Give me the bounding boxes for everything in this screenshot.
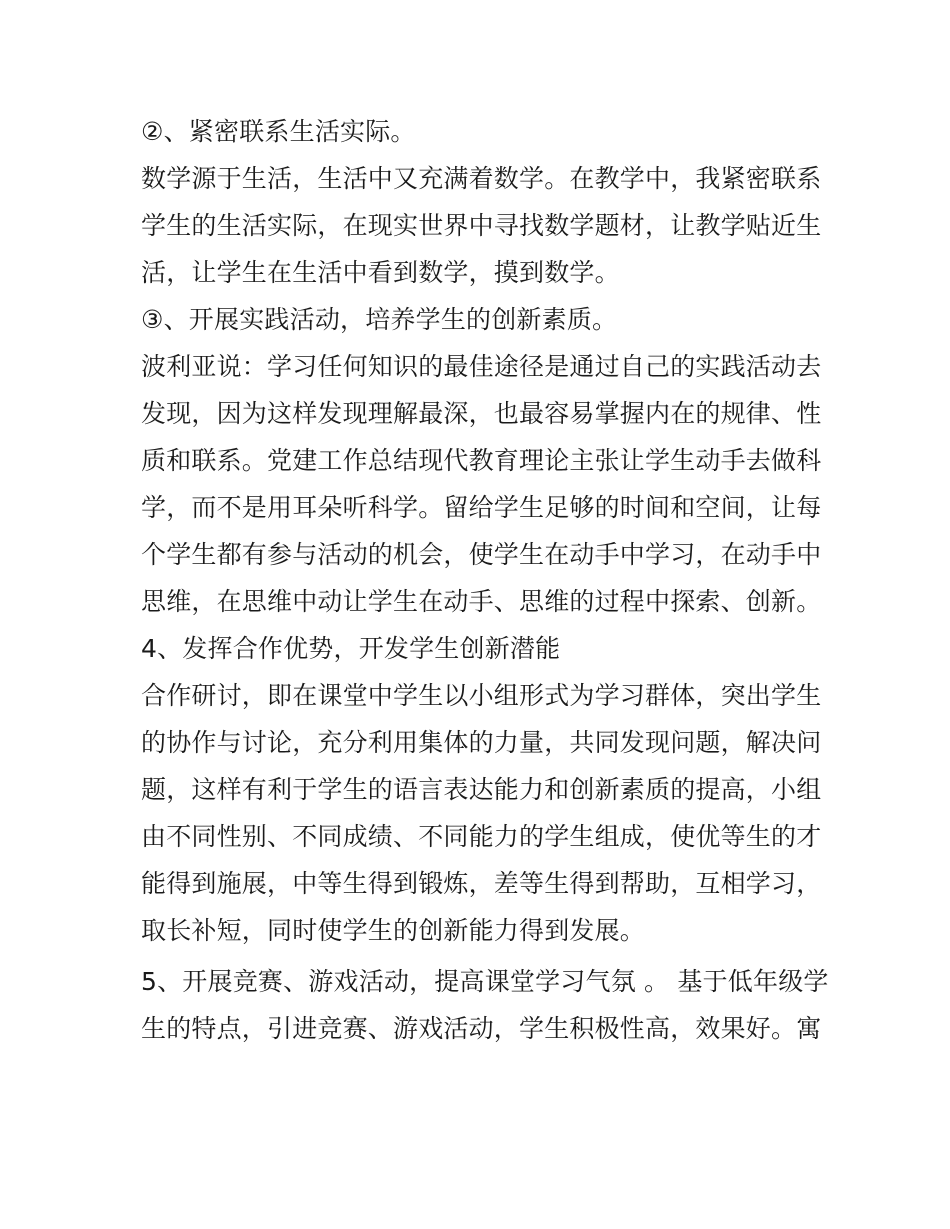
paragraph-line: 发现，因为这样发现理解最深，也最容易掌握内在的规律、性 xyxy=(141,399,822,428)
paragraph-line: 合作研讨，即在课堂中学生以小组形式为学习群体，突出学生 xyxy=(141,681,822,710)
paragraph-line: 学，而不是用耳朵听科学。留给学生足够的时间和空间，让每 xyxy=(141,493,822,522)
paragraph-line: 生的特点，引进竞赛、游戏活动，学生积极性高，效果好。寓 xyxy=(141,1014,822,1043)
paragraph-line: 数学源于生活，生活中又充满着数学。在教学中，我紧密联系 xyxy=(141,164,822,193)
paragraph-line: 波利亚说：学习任何知识的最佳途径是通过自己的实践活动去 xyxy=(141,352,822,381)
paragraph-line: 由不同性别、不同成绩、不同能力的学生组成，使优等生的才 xyxy=(141,822,822,851)
heading-2: ②、紧密联系生活实际。 xyxy=(141,117,416,146)
paragraph-line: 活，让学生在生活中看到数学，摸到数学。 xyxy=(141,258,620,287)
body-text xyxy=(141,108,829,1052)
heading-5: 5、开展竞赛、游戏活动，提高课堂学习气氛 。 基于低年级学 xyxy=(141,967,829,996)
paragraph-line: 思维，在思维中动让学生在动手、思维的过程中探索、创新。 xyxy=(141,587,822,616)
heading-3: ③、开展实践活动，培养学生的创新素质。 xyxy=(141,305,618,334)
heading-4: 4、发挥合作优势，开发学生创新潜能 xyxy=(141,634,561,663)
paragraph-line: 的协作与讨论，充分利用集体的力量，共同发现问题，解决问 xyxy=(141,728,822,757)
paragraph-line: 题，这样有利于学生的语言表达能力和创新素质的提高，小组 xyxy=(141,775,822,804)
paragraph-line: 个学生都有参与活动的机会，使学生在动手中学习，在动手中 xyxy=(141,540,822,569)
paragraph-line: 能得到施展，中等生得到锻炼，差等生得到帮助，互相学习， xyxy=(141,869,822,898)
paragraph-line: 取长补短，同时使学生的创新能力得到发展。 xyxy=(141,916,646,945)
paragraph-line: 质和联系。党建工作总结现代教育理论主张让学生动手去做科 xyxy=(141,446,822,475)
paragraph-line: 学生的生活实际，在现实世界中寻找数学题材，让教学贴近生 xyxy=(141,211,822,240)
